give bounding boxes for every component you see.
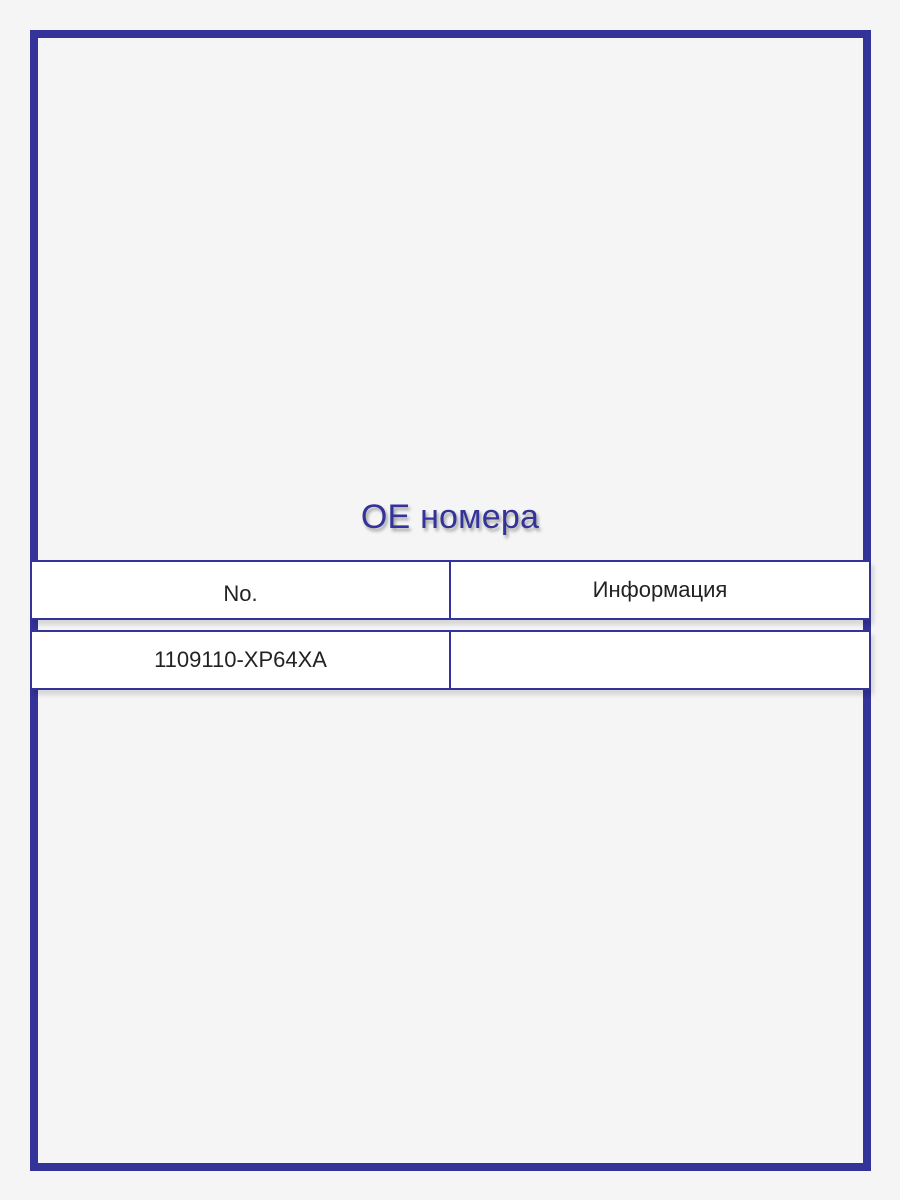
- page-title: OE номера: [360, 498, 540, 536]
- cell-oe-number: 1109110-XP64XA: [30, 630, 451, 690]
- header-cell-no: No.: [30, 560, 451, 620]
- cell-info: [451, 630, 871, 690]
- table-header-row: [30, 560, 871, 620]
- header-cell-info: Информация: [451, 560, 871, 620]
- table-row: [30, 630, 871, 690]
